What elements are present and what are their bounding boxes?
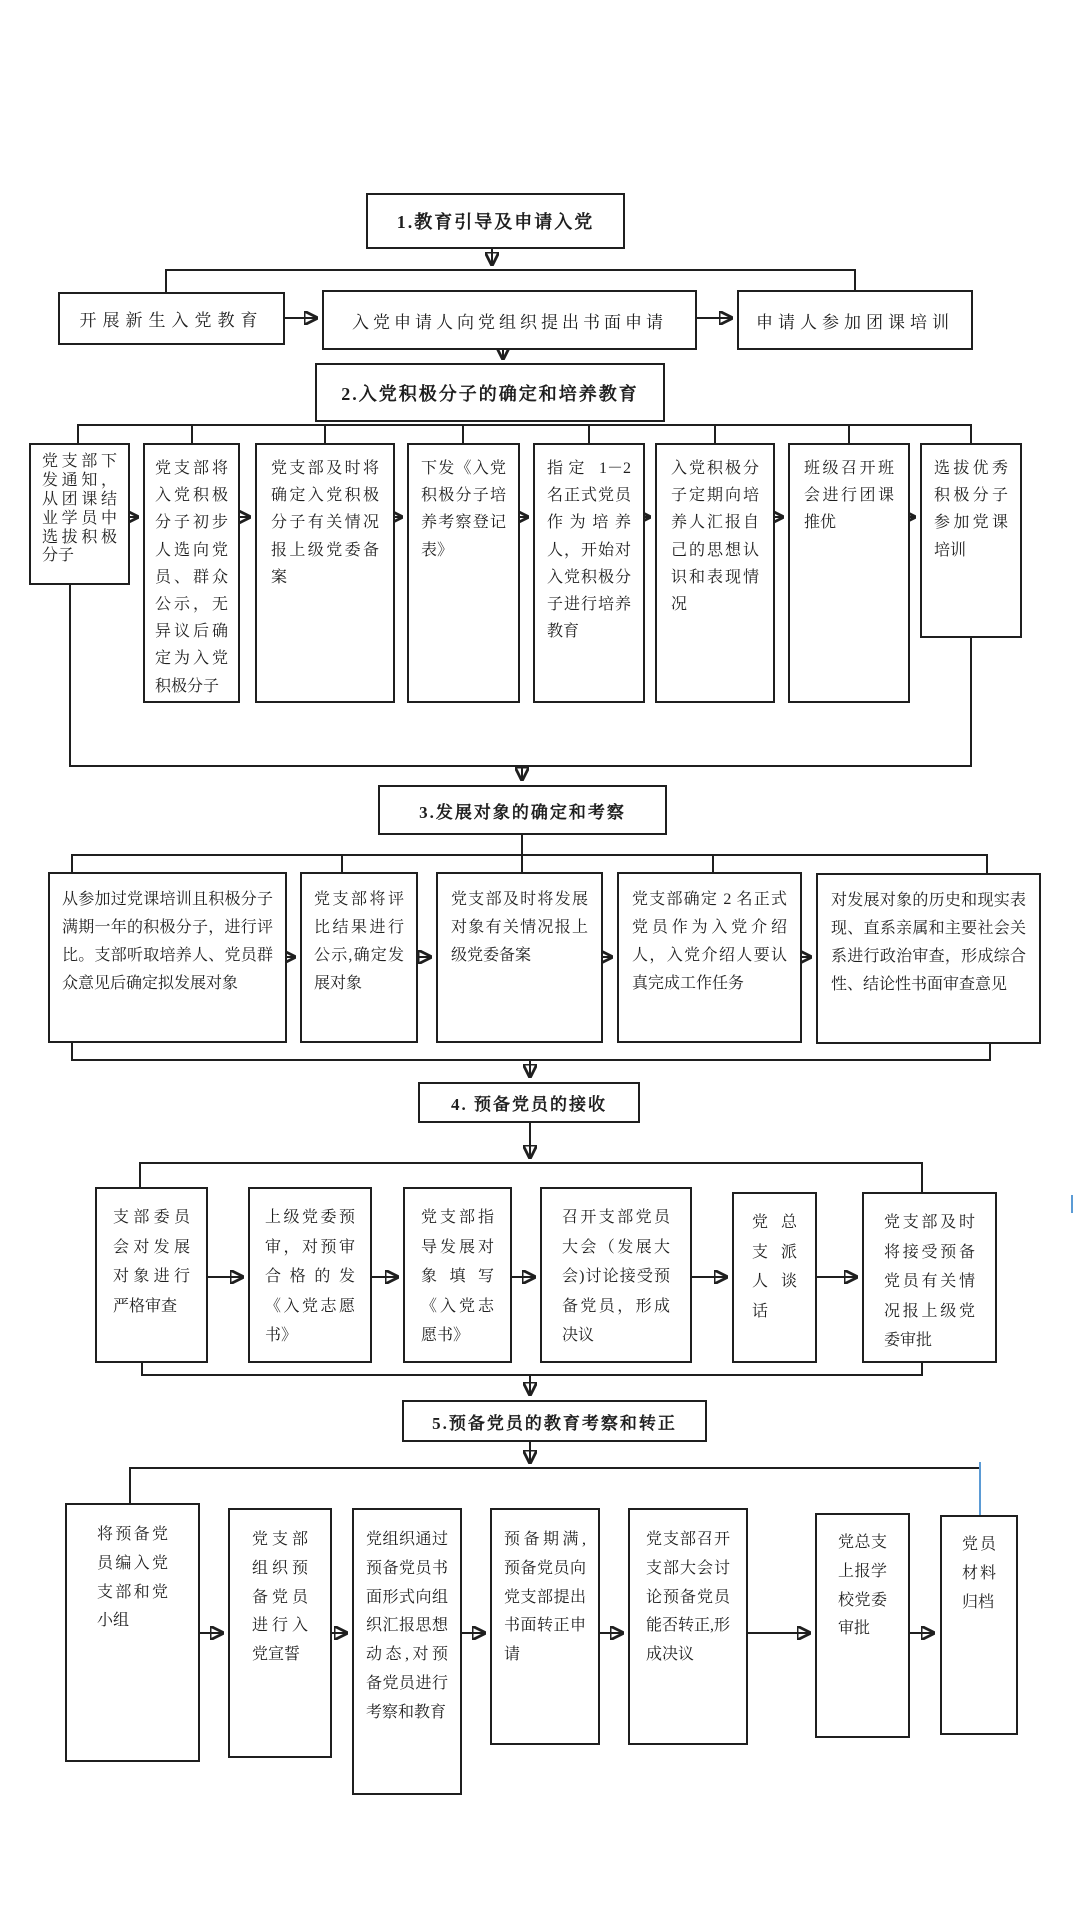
flow-step [95,1187,208,1363]
flow-step [352,1508,462,1795]
flow-step [628,1508,748,1745]
stage-5-title-text: 5.预备党员的教育考察和转正 [432,1413,677,1433]
stage-1-title [366,193,625,249]
flow-step [48,872,287,1043]
stage-3-title-text: 3.发展对象的确定和考察 [419,802,626,822]
flow-step [737,290,973,350]
flow-step-text: 党支部确定 2 名正式党员作为入党介绍人，入党介绍人要认真完成工作任务 [632,891,787,992]
flow-step-text: 召开支部党员大会（发展大会)讨论接受预备党员，形成决议 [562,1209,670,1345]
flow-step [816,873,1041,1044]
flow-step-text: 预备期满,预备党员向党支部提出书面转正申请 [504,1531,586,1664]
flow-step [403,1187,512,1363]
flow-step [255,443,395,703]
flow-step-text: 入党申请人向党组织提出书面申请 [352,312,667,332]
flow-step-text: 党支部组织预备党员进行入党宣誓 [252,1531,308,1664]
flow-step-text: 将预备党员编入党支部和党小组 [97,1526,168,1630]
flow-step [407,443,520,703]
flow-step-text: 党员材料归档 [962,1536,996,1611]
flow-step [655,443,775,703]
flow-step [920,443,1022,638]
flow-step-text: 党支部及时将发展对象有关情况报上级党委备案 [451,891,588,964]
flow-step-text: 支部委员会对发展对象进行严格审查 [113,1209,190,1315]
flow-step [815,1513,910,1738]
flow-step-text: 党组织通过预备党员书面形式向组织汇报思想动态,对预备党员进行考察和教育 [366,1531,448,1721]
flow-step-text: 从参加过党课培训且积极分子满期一年的积极分子，进行评比。支部听取培养人、党员群众意见后确定拟发展对象 [62,891,273,992]
flow-step-text: 上级党委预审，对预审合格的发《入党志愿书》 [265,1209,355,1345]
flow-step [940,1515,1018,1735]
flow-step-text: 党总支上报学校党委审批 [838,1534,887,1638]
flow-step-text: 党支部将入党积极分子初步人选向党员、群众公示，无异议后确定为入党积极分子 [155,460,228,695]
flow-step-text: 党支部指导发展对象填写《入党志愿书》 [421,1209,494,1345]
flow-step [788,443,910,703]
stage-2-title [315,363,665,422]
flow-step [300,872,418,1043]
stage-4-title-text: 4. 预备党员的接收 [451,1095,607,1114]
stage-4-title [418,1082,640,1123]
flow-step [65,1503,200,1762]
flow-step [540,1187,692,1363]
stage-3-title [378,785,667,835]
flow-step [143,443,240,703]
flow-step-text: 党支部下发通知，从团课结业学员中选拔积极分子 [42,453,117,565]
flow-step [29,443,130,585]
flow-step [436,872,603,1043]
flow-step-text: 选拔优秀积极分子参加党课培训 [934,460,1008,559]
flow-step [248,1187,372,1363]
flow-step [732,1192,817,1363]
stage-1-title-text: 1.教育引导及申请入党 [396,212,595,232]
flow-step-text: 党支部召开支部大会讨论预备党员能否转正,形成决议 [646,1531,731,1664]
flow-step-text: 入党积极分子定期向培养人汇报自己的思想认识和表现情况 [671,460,759,613]
flow-step [617,872,802,1043]
flow-step [58,292,285,345]
flow-step-text: 党支部及时将接受预备党员有关情况报上级党委审批 [884,1214,975,1350]
flow-step-text: 下发《入党积极分子培养考察登记表》 [421,460,506,559]
stage-2-title-text: 2.入党积极分子的确定和培养教育 [341,383,639,404]
flow-step-text: 对发展对象的历史和现实表现、直系亲属和主要社会关系进行政治审查，形成综合性、结论性书面审查意见 [831,892,1026,993]
flow-step [862,1192,997,1363]
flow-step [322,290,697,350]
flow-step-text: 党支部将评比结果进行公示,确定发展对象 [314,891,404,992]
flow-step [490,1508,600,1745]
flow-step-text: 党支部及时将确定入党积极分子有关情况报上级党委备案 [271,460,379,586]
flow-step-text: 班级召开班会进行团课推优 [804,460,894,532]
flow-step-text: 党总支派人谈话 [752,1214,797,1320]
flow-step-text: 指定 1－2 名正式党员作为培养人，开始对入党积极分子进行培养教育 [547,460,631,641]
flow-step-text: 开展新生入党教育 [79,311,264,330]
flow-step-text: 申请人参加团课培训 [756,312,954,332]
flow-step [228,1508,332,1758]
stage-5-title [402,1400,707,1442]
flow-step [533,443,645,703]
